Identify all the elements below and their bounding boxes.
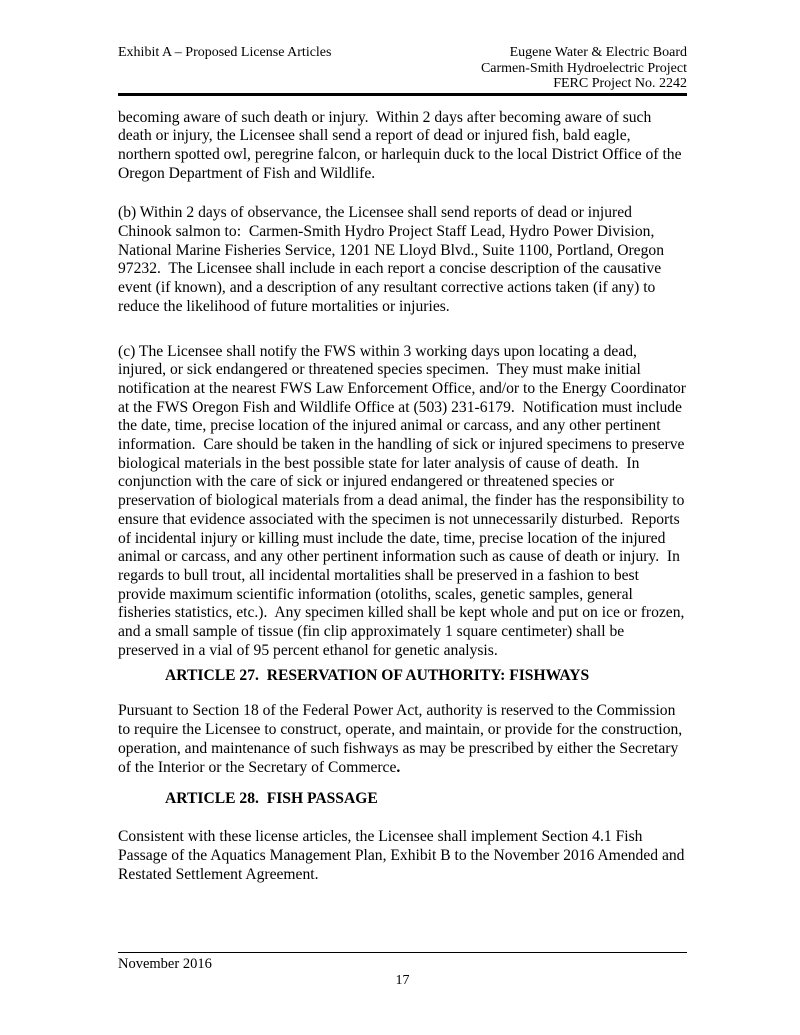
page-content	[118, 0, 690, 884]
paragraph-intro-continuation: becoming aware of such death or injury. Within 2 days after becoming aware of such death or injury, the Licensee shall send a report of dead or injured fish, bald eagle, northern spotted owl, peregrine falcon, or harlequin duck to the local District Office of the Oregon Department of Fish and Wildlife.	[118, 108, 686, 182]
article-27-heading: ARTICLE 27. RESERVATION OF AUTHORITY: FISHWAYS	[165, 667, 590, 685]
header-project-name: Carmen-Smith Hydroelectric Project	[480, 60, 687, 76]
page-header	[118, 45, 687, 92]
page-number: 17	[395, 973, 410, 988]
paragraph-c: (c) The Licensee shall notify the FWS within 3 working days upon locating a dead, injured, or sick endangered or threatened species specimen. They must make initial notification at the nearest FWS Law Enforcement Office, and/or to the Energy Coordinator at the FWS Oregon Fish and Wildlife Office at (503) 231-6179. Notification must include the date, time, precise location of the injured animal or carcass, and any other pertinent information. Care should be taken in the handling of sick or injured specimens to preserve biological materials in the best possible state for later analysis of cause of death. In conjunction with the care of sick or injured endangered or threatened species or preservation of biological materials from a dead animal, the finder has the responsibility to ensure that evidence associated with the specimen is not unnecessarily disturbed. Reports of incidental injury or killing must include the date, time, precise location of the injured animal or carcass, and any other pertinent information such as cause of death or injury. In regards to bull trout, all incidental mortalities shall be preserved in a fashion to best provide maximum scientific information (otoliths, scales, genetic samples, general fisheries statistics, etc.). Any specimen killed shall be kept whole and put on ice or frozen, and a small sample of tissue (fin clip approximately 1 square centimeter) shall be preserved in a vial of 95 percent ethanol for genetic analysis.	[118, 342, 690, 659]
header-exhibit-title: Exhibit A – Proposed License Articles	[118, 45, 332, 60]
header-ferc-number: FERC Project No. 2242	[553, 76, 687, 91]
header-right-block	[481, 45, 687, 92]
article-27-paragraph	[118, 702, 687, 777]
footer-rule	[118, 952, 687, 953]
header-rule	[118, 93, 687, 96]
paragraph-b: (b) Within 2 days of observance, the Licensee shall send reports of dead or injured Chinook salmon to: Carmen-Smith Hydro Project Staff Lead, Hydro Power Division, National Marine Fisheries Service, 1201 NE Lloyd Blvd., Suite 1100, Portland, Oregon 97232. The Licensee shall include in each report a concise description of the causative event (if known), and a description of any resultant corrective actions taken (if any) to reduce the likelihood of future mortalities or injuries.	[118, 204, 668, 315]
article-27-bold-period: .	[396, 758, 401, 776]
article-28-paragraph: Consistent with these license articles, the Licensee shall implement Section 4.1 Fish Passage of the Aquatics Management Plan, Exhibit B to the November 2016 Amended and Restated Settlement Agreement.	[118, 828, 689, 883]
footer-date: November 2016	[118, 956, 212, 972]
article-27-paragraph-text: Pursuant to Section 18 of the Federal Power Act, authority is reserved to the Commission to require the Licensee to construct, operate, and maintain, or provide for the construction, operation, and maintenance of such fishways as may be prescribed by either the Secretary of the Interior or the Secretary of Commerce	[118, 702, 687, 776]
header-org-name: Eugene Water & Electric Board	[509, 45, 687, 60]
page-footer	[118, 952, 687, 989]
article-28-heading: ARTICLE 28. FISH PASSAGE	[165, 790, 378, 808]
